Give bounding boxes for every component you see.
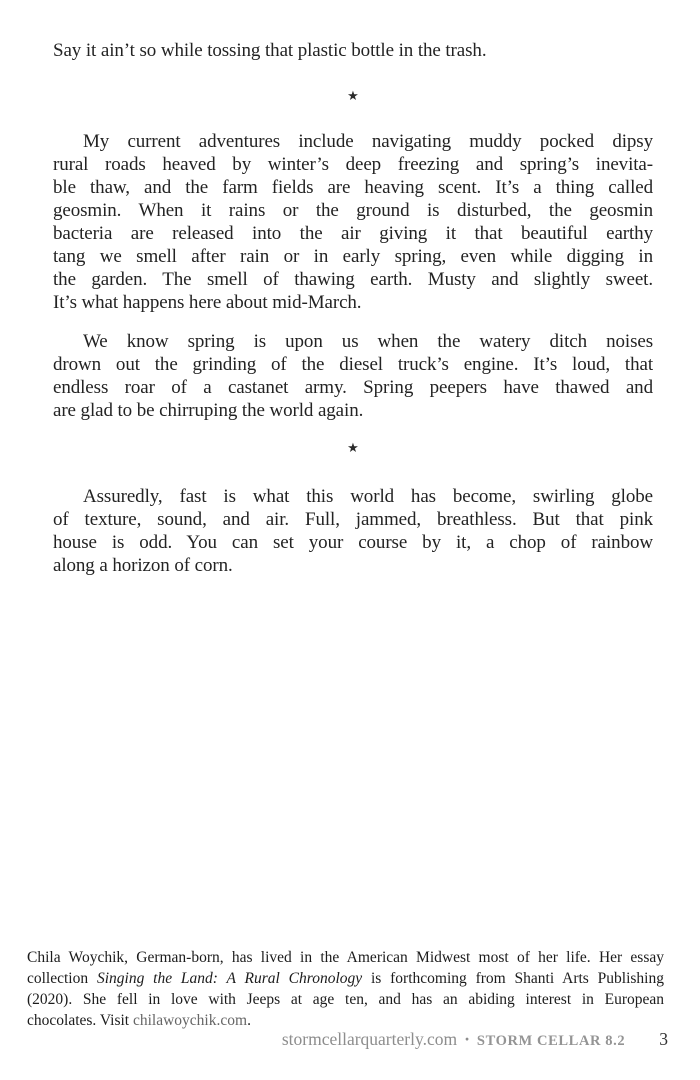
essay-text-line: house is odd. You can set your course by it, a chop of rainbow: [53, 532, 653, 553]
essay-text-line: bacteria are released into the air giving it that beautiful earthy: [53, 223, 653, 244]
essay-text-line: the garden. The smell of thawing earth. Musty and slightly sweet.: [53, 269, 653, 290]
essay-text-line: rural roads heaved by winter’s deep freezing and spring’s inevita-: [53, 154, 653, 175]
essay-text-line: of texture, sound, and air. Full, jammed, breathless. But that pink: [53, 509, 653, 530]
bio-text: chocolates. Visit: [27, 1012, 133, 1029]
footer-site-url[interactable]: stormcellarquarterly.com: [281, 1029, 458, 1049]
bio-line: (2020). She fell in love with Jeeps at age ten, and has an abiding interest in European: [27, 991, 664, 1008]
essay-text-line: tang we smell after rain or in early spring, even while digging in: [53, 246, 653, 267]
section-divider: [53, 84, 653, 108]
page-footer: [0, 1029, 668, 1050]
star-icon: ★: [347, 441, 359, 456]
essay-paragraph: [53, 330, 653, 422]
essay-text-line: along a horizon of corn.: [53, 555, 233, 576]
essay-text-line: Say it ain’t so while tossing that plastic bottle in the trash.: [53, 40, 487, 61]
book-title-italic: Singing the Land: A Rural Chronology: [96, 970, 363, 987]
bio-line: [27, 1010, 664, 1031]
bio-text: collection: [27, 970, 97, 987]
essay-text-line: We know spring is upon us when the watery ditch noises: [83, 331, 653, 352]
bio-line: [27, 968, 664, 989]
bio-text: .: [247, 1012, 251, 1029]
essay-text-line: geosmin. When it rains or the ground is disturbed, the geosmin: [53, 200, 653, 221]
essay-text-line: It’s what happens here about mid-March.: [53, 292, 362, 313]
essay-paragraph: [53, 130, 653, 314]
bio-text: is forthcoming from Shanti Arts Publishing: [362, 970, 664, 987]
author-bio: [27, 947, 664, 1031]
bio-line: Chila Woychik, German-born, has lived in the American Midwest most of her life. Her essay: [27, 949, 664, 966]
essay-text-line: Assuredly, fast is what this world has become, swirling globe: [83, 486, 653, 507]
essay-paragraph: [53, 485, 653, 577]
essay-continuation: [53, 39, 653, 62]
essay-text-line: My current adventures include navigating muddy pocked dipsy: [83, 131, 653, 152]
star-icon: ★: [347, 89, 359, 104]
essay-text-line: ble thaw, and the farm fields are heaving scent. It’s a thing called: [53, 177, 653, 198]
footer-separator: ·: [464, 1029, 470, 1049]
essay-text-line: are glad to be chirruping the world again.: [53, 400, 364, 421]
page-number: 3: [659, 1029, 668, 1049]
section-divider: [53, 436, 653, 460]
essay-text-line: endless roar of a castanet army. Spring peepers have thawed and: [53, 377, 653, 398]
essay-text-line: drown out the grinding of the diesel truck’s engine. It’s loud, that: [53, 354, 653, 375]
author-website-link[interactable]: chilawoychik.com: [132, 1012, 248, 1029]
footer-issue-label: STORM CELLAR 8.2: [476, 1033, 626, 1049]
